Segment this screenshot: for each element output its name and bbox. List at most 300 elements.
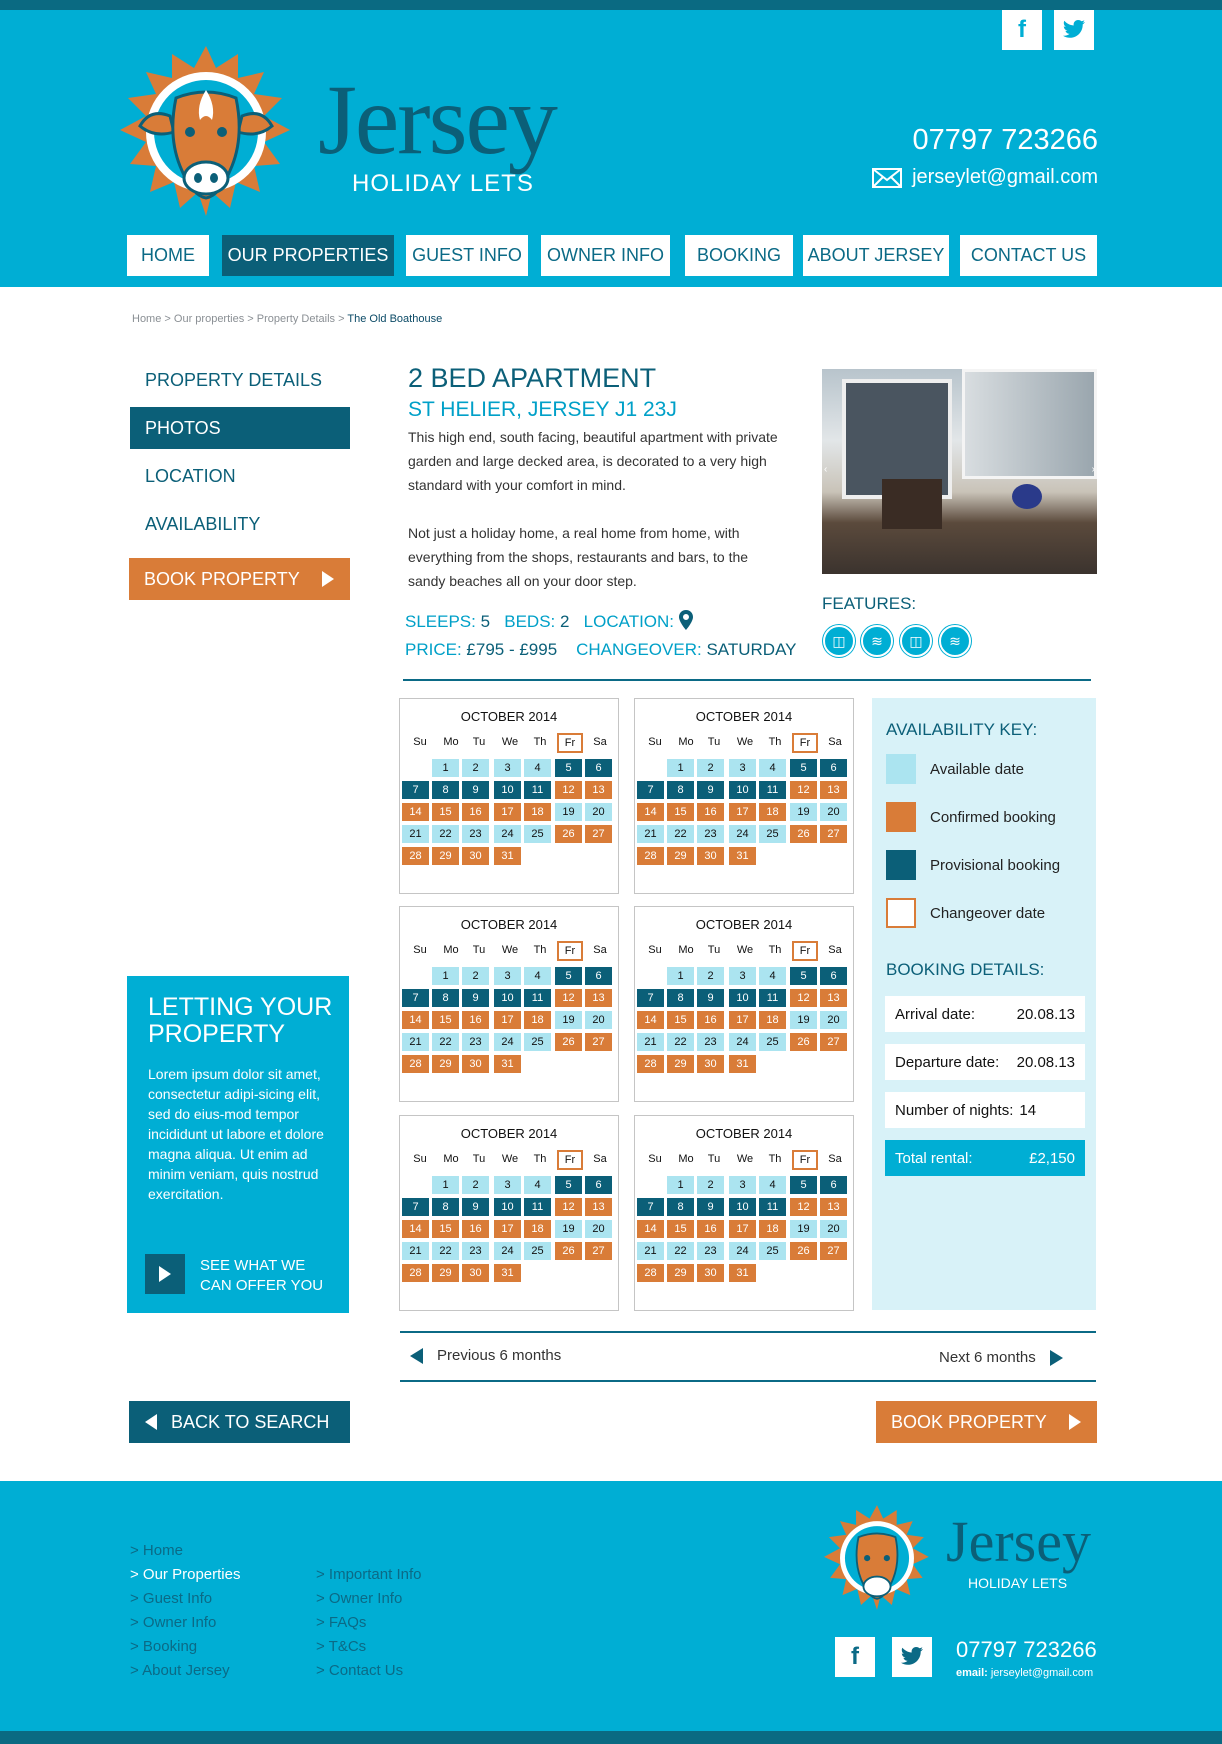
calendar-day[interactable]: 25 [524,1033,551,1051]
calendar-day[interactable]: 20 [820,1011,847,1029]
calendar-day[interactable]: 3 [729,759,756,777]
book-property-button[interactable]: BOOK PROPERTY [876,1401,1097,1443]
footer-cow-logo-icon[interactable] [824,1505,930,1610]
calendar-day[interactable]: 4 [524,759,551,777]
availability-key-title: AVAILABILITY KEY: [886,720,1038,739]
arrow-left-icon [410,1348,423,1364]
calendar-day[interactable]: 27 [820,825,847,843]
calendar-day[interactable]: 17 [729,803,756,821]
calendar-day[interactable]: 29 [432,847,459,865]
calendar-day[interactable]: 30 [697,1055,724,1073]
calendar-day[interactable]: 9 [697,1198,724,1216]
calendar-day[interactable]: 16 [697,803,724,821]
calendar-weekday: Fr [557,733,583,753]
map-pin-icon[interactable] [679,610,693,630]
calendar-day[interactable]: 3 [729,1176,756,1194]
calendar-day[interactable]: 18 [524,1011,551,1029]
calendar-day[interactable]: 13 [585,781,612,799]
calendar-day[interactable]: 27 [585,825,612,843]
calendar-day[interactable]: 28 [637,847,664,865]
arrow-right-icon [322,571,334,587]
header-email[interactable]: jerseylet@gmail.com [872,166,1098,189]
calendar-day[interactable]: 2 [462,967,489,985]
calendar-day[interactable]: 21 [402,825,429,843]
sidebar-item-property-details[interactable]: PROPERTY DETAILS [145,369,323,390]
calendar-day[interactable]: 4 [759,967,786,985]
calendar-day[interactable]: 19 [790,1011,817,1029]
facebook-icon[interactable]: f [1002,10,1042,50]
calendar-day[interactable]: 8 [432,989,459,1007]
calendar-day[interactable]: 25 [759,1242,786,1260]
calendar-day[interactable]: 31 [729,847,756,865]
calendar-day[interactable]: 21 [637,1242,664,1260]
calendar-day[interactable]: 15 [432,1220,459,1238]
twitter-icon[interactable] [1054,10,1094,50]
letting-panel [127,976,349,1313]
breadcrumb-details[interactable]: Property Details [256,313,336,325]
calendar-day[interactable]: 11 [759,781,786,799]
calendar-day[interactable]: 12 [555,781,582,799]
breadcrumb-properties[interactable]: Our properties [173,313,245,325]
calendar-day[interactable]: 8 [432,1198,459,1216]
calendar-day[interactable]: 8 [667,989,694,1007]
calendar-weekday: Su [648,736,662,748]
calendar-day[interactable]: 24 [729,825,756,843]
calendar-day[interactable]: 24 [494,1242,521,1260]
calendar-day[interactable]: 2 [697,759,724,777]
calendar-day[interactable]: 31 [494,847,521,865]
footer-link-tcs[interactable]: > T&Cs [316,1638,367,1655]
letting-cta-label[interactable]: SEE WHAT WE CAN OFFER YOU [200,1257,324,1294]
calendar-day[interactable]: 31 [494,1264,521,1282]
calendar-day[interactable]: 9 [462,989,489,1007]
calendar-day[interactable]: 17 [494,1220,521,1238]
calendar-day[interactable]: 4 [759,1176,786,1194]
nav-our-properties[interactable]: OUR PROPERTIES [222,235,394,276]
calendar-weekday: Th [768,736,782,748]
calendar-day[interactable]: 14 [637,1011,664,1029]
calendar-day[interactable]: 22 [667,1033,694,1051]
calendar-weekday: We [736,1153,754,1165]
footer-link-important-info[interactable]: > Important Info [316,1566,422,1583]
footer-phone: 07797 723266 [956,1637,1097,1662]
calendar-day[interactable]: 1 [432,759,459,777]
calendar-day[interactable]: 16 [697,1011,724,1029]
calendar-weekday: Th [533,944,547,956]
calendar-weekday: Mo [678,944,694,956]
calendar-day[interactable]: 12 [790,781,817,799]
calendar-day[interactable]: 26 [555,1033,582,1051]
calendar-day[interactable]: 20 [585,803,612,821]
calendar-day[interactable]: 11 [524,1198,551,1216]
calendar-day[interactable]: 13 [820,1198,847,1216]
breadcrumb-home[interactable]: Home [132,313,162,325]
calendar-day[interactable]: 20 [585,1011,612,1029]
calendar-day[interactable]: 16 [462,803,489,821]
footer-links-col2 [316,1563,421,1683]
calendar-day[interactable]: 24 [729,1242,756,1260]
calendar-weekday: Fr [792,733,818,753]
calendar-day[interactable]: 17 [494,1011,521,1029]
footer-link-owner-info-2[interactable]: > Owner Info [316,1590,403,1607]
calendar-day[interactable]: 20 [820,1220,847,1238]
calendar-weekday: Su [648,1153,662,1165]
availability-key-panel: AVAILABILITY KEY: Available date Confirmed booking Provisional booking Changeover date BOOKING DETAILS: Arrival date: 20.08.13 Departure date: 20.08.13 Number of nights: 14 Total rental: £2,150 [872,698,1096,1310]
play-icon [159,1266,171,1282]
pager-divider-top [400,1331,1096,1333]
calendar-day[interactable]: 30 [697,847,724,865]
calendar-weekday: Mo [678,1153,694,1165]
calendar-day[interactable]: 1 [667,1176,694,1194]
wifi-icon: ≋ [939,625,971,657]
calendar-weekday: We [501,944,519,956]
calendar-day[interactable]: 5 [555,1176,582,1194]
calendar-day[interactable]: 23 [462,825,489,843]
calendar-day[interactable]: 30 [462,847,489,865]
calendar-day[interactable]: 11 [759,1198,786,1216]
calendar-weekday: Th [533,1153,547,1165]
calendar-weekday: Sa [828,944,842,956]
bottom-strip [0,1731,1222,1744]
calendar-day[interactable]: 6 [585,1176,612,1194]
calendar-day[interactable]: 22 [667,825,694,843]
calendar-day[interactable]: 28 [637,1055,664,1073]
calendar-day[interactable]: 29 [667,1055,694,1073]
calendar-day[interactable]: 25 [524,1242,551,1260]
calendar-day[interactable]: 25 [759,1033,786,1051]
total-rental: Total rental: £2,150 [885,1140,1085,1176]
previous-months-button[interactable]: Previous 6 months [410,1347,561,1364]
calendar-day[interactable]: 16 [697,1220,724,1238]
photo-next-icon[interactable]: › [1091,464,1095,475]
calendar-day[interactable]: 15 [667,1011,694,1029]
calendar-day[interactable]: 18 [524,1220,551,1238]
calendar-day[interactable]: 5 [555,759,582,777]
calendar-day[interactable]: 9 [697,781,724,799]
calendar-day[interactable]: 30 [462,1055,489,1073]
calendar-day[interactable]: 26 [790,1033,817,1051]
calendar-day[interactable]: 10 [729,989,756,1007]
header-phone: 07797 723266 [912,124,1098,156]
calendar-day[interactable]: 23 [697,1242,724,1260]
calendar-weekday: Th [768,1153,782,1165]
calendar-weekday: Sa [593,944,607,956]
calendar-day[interactable]: 9 [462,781,489,799]
calendar-day[interactable]: 18 [759,1011,786,1029]
footer-link-owner-info[interactable]: > Owner Info [130,1614,217,1631]
calendar-day[interactable]: 12 [790,989,817,1007]
calendar-day[interactable]: 22 [667,1242,694,1260]
calendar-day[interactable]: 30 [462,1264,489,1282]
calendar-day[interactable]: 2 [697,1176,724,1194]
sidebar-book-button[interactable]: BOOK PROPERTY [129,558,350,600]
calendar-day[interactable]: 29 [667,847,694,865]
breadcrumb-current: The Old Boathouse [347,313,443,325]
calendar-day[interactable]: 1 [667,967,694,985]
nav-booking[interactable]: BOOKING [685,235,793,276]
calendar-day[interactable]: 26 [790,1242,817,1260]
calendar-day[interactable]: 15 [667,1220,694,1238]
calendar-day[interactable]: 31 [729,1055,756,1073]
calendar-day[interactable]: 8 [432,781,459,799]
calendar-day[interactable]: 31 [729,1264,756,1282]
calendar-day[interactable]: 8 [667,1198,694,1216]
calendar-day[interactable]: 21 [402,1033,429,1051]
calendar-day[interactable]: 30 [697,1264,724,1282]
footer-link-contact-us[interactable]: > Contact Us [316,1662,404,1679]
calendar-day[interactable]: 6 [820,967,847,985]
nav-home[interactable]: HOME [127,235,209,276]
calendar-weekday: Mo [678,736,694,748]
calendar-day[interactable]: 19 [555,1011,582,1029]
calendar-day[interactable]: 17 [494,803,521,821]
arrow-right-icon [1069,1414,1081,1430]
calendar-day[interactable]: 14 [402,1220,429,1238]
property-stats-row2: PRICE: £795 - £995 CHANGEOVER: SATURDAY [405,640,797,659]
calendar-day[interactable]: 27 [585,1033,612,1051]
calendar-day[interactable]: 7 [637,781,664,799]
calendar-day[interactable]: 16 [462,1220,489,1238]
calendar-day[interactable]: 25 [524,825,551,843]
calendar-day[interactable]: 5 [555,967,582,985]
sidebar-item-location[interactable]: LOCATION [145,465,236,486]
calendar-day[interactable]: 2 [697,967,724,985]
sidebar-item-photos[interactable]: PHOTOS [130,407,350,449]
calendar-day[interactable]: 18 [759,803,786,821]
calendar-day[interactable]: 18 [524,803,551,821]
calendar-day[interactable]: 9 [697,989,724,1007]
calendar-day[interactable]: 28 [402,1264,429,1282]
calendar-day[interactable]: 24 [729,1033,756,1051]
calendar-weekday: Mo [443,944,459,956]
letting-cta-button[interactable] [145,1254,185,1294]
calendar-day[interactable]: 26 [555,1242,582,1260]
arrow-right-icon [1050,1350,1063,1366]
calendar-weekday: We [736,944,754,956]
calendar-day[interactable]: 14 [402,803,429,821]
calendar-day[interactable]: 21 [402,1242,429,1260]
calendar-day[interactable]: 4 [759,759,786,777]
calendar-day[interactable]: 15 [432,803,459,821]
car-icon: ◫ [900,625,932,657]
calendar-day[interactable]: 14 [637,1220,664,1238]
calendar-month-title: OCTOBER 2014 [695,709,793,724]
calendar-day[interactable]: 23 [697,825,724,843]
calendar-day[interactable]: 29 [432,1264,459,1282]
calendar-day[interactable]: 22 [432,1242,459,1260]
calendar-day[interactable]: 1 [432,967,459,985]
calendar-weekday: Tu [707,1153,721,1165]
swatch-changeover [886,898,916,928]
calendar-day[interactable]: 10 [494,989,521,1007]
calendar-weekday: Su [413,736,427,748]
calendar-day[interactable]: 16 [462,1011,489,1029]
swatch-provisional [886,850,916,880]
calendar-day[interactable]: 6 [820,1176,847,1194]
calendar-day[interactable]: 17 [729,1011,756,1029]
car-icon: ◫ [823,625,855,657]
footer-link-booking[interactable]: > Booking [130,1638,198,1655]
calendar-day[interactable]: 19 [555,1220,582,1238]
calendar-day[interactable]: 24 [494,1033,521,1051]
calendar-day[interactable]: 10 [729,781,756,799]
calendar-weekday: We [501,1153,519,1165]
calendar-day[interactable]: 3 [494,759,521,777]
calendar-day[interactable]: 13 [585,989,612,1007]
calendar-weekday: Sa [593,736,607,748]
property-photo[interactable] [822,369,1097,574]
footer-link-about-jersey[interactable]: > About Jersey [130,1662,230,1679]
calendar-day[interactable]: 6 [585,967,612,985]
calendar-day[interactable]: 11 [524,989,551,1007]
calendar-day[interactable]: 19 [790,1220,817,1238]
calendar-day[interactable]: 27 [820,1033,847,1051]
calendar-day[interactable]: 3 [494,1176,521,1194]
calendar-day[interactable]: 28 [402,847,429,865]
calendar-day[interactable]: 26 [555,825,582,843]
envelope-icon [872,168,902,188]
calendar-day[interactable]: 6 [585,759,612,777]
calendar-day[interactable]: 3 [494,967,521,985]
calendar-weekday: Sa [593,1153,607,1165]
calendar-day[interactable]: 19 [790,803,817,821]
calendar-day[interactable]: 18 [759,1220,786,1238]
calendar-day[interactable]: 3 [729,967,756,985]
calendar-day[interactable]: 11 [759,989,786,1007]
calendar-day[interactable]: 23 [462,1242,489,1260]
calendar-day[interactable]: 25 [759,825,786,843]
nav-owner-info[interactable]: OWNER INFO [541,235,670,276]
calendar-day[interactable]: 7 [402,781,429,799]
calendar-day[interactable]: 19 [555,803,582,821]
nav-about-jersey[interactable]: ABOUT JERSEY [803,235,949,276]
divider [403,679,1091,681]
calendar-day[interactable]: 15 [432,1011,459,1029]
footer-twitter-icon[interactable] [892,1637,932,1677]
booking-details-title: BOOKING DETAILS: [886,960,1045,979]
calendar-day[interactable]: 9 [462,1198,489,1216]
calendar-weekday: Su [413,944,427,956]
calendar-day[interactable]: 5 [790,759,817,777]
calendar-day[interactable]: 17 [729,1220,756,1238]
footer-link-guest-info[interactable]: > Guest Info [130,1590,213,1607]
calendar-day[interactable]: 14 [402,1011,429,1029]
calendar-day[interactable]: 6 [820,759,847,777]
calendar-weekday: Tu [472,944,486,956]
footer-link-home[interactable]: > Home [130,1542,183,1559]
calendar-weekday: Th [768,944,782,956]
calendar-day[interactable]: 29 [667,1264,694,1282]
calendar-day[interactable]: 31 [494,1055,521,1073]
calendar-weekday: Tu [707,944,721,956]
nav-contact-us[interactable]: CONTACT US [960,235,1097,276]
calendar-day[interactable]: 29 [432,1055,459,1073]
calendar-day[interactable]: 4 [524,1176,551,1194]
footer-links-col1 [130,1539,240,1683]
arrow-left-icon [145,1414,157,1430]
letting-body: Lorem ipsum dolor sit amet, consectetur adipi-sicing elit, sed do eius-mod tempor incididunt ut labore et dolore magna aliqua. Ut enim ad minim veniam, quis nostrud exercitation. [148,1066,324,1202]
calendar-day[interactable]: 5 [790,967,817,985]
calendar-day[interactable]: 13 [820,781,847,799]
letting-title: LETTING YOUR PROPERTY [148,993,333,1048]
brand-name: Jersey [318,64,556,175]
calendar-day[interactable]: 20 [820,803,847,821]
calendar-weekday: Tu [707,736,721,748]
sidebar-item-availability[interactable]: AVAILABILITY [145,513,261,534]
calendar-day[interactable]: 15 [667,803,694,821]
calendar-day[interactable]: 12 [790,1198,817,1216]
footer-link-faqs[interactable]: > FAQs [316,1614,367,1631]
calendar-day[interactable]: 2 [462,759,489,777]
footer-facebook-icon[interactable]: f [835,1637,875,1677]
cow-logo-icon[interactable] [120,46,292,216]
calendar-day[interactable]: 7 [637,1198,664,1216]
calendar-day[interactable]: 7 [637,989,664,1007]
calendar-day[interactable]: 1 [432,1176,459,1194]
arrival-date: Arrival date: 20.08.13 [885,996,1085,1032]
calendar-day[interactable]: 21 [637,825,664,843]
calendar-weekday: We [736,736,754,748]
calendar-day[interactable]: 23 [697,1033,724,1051]
calendar-month-title: OCTOBER 2014 [460,709,558,724]
calendar-day[interactable]: 28 [402,1055,429,1073]
calendar-day[interactable]: 12 [555,989,582,1007]
calendar-day[interactable]: 13 [585,1198,612,1216]
calendar-day[interactable]: 8 [667,781,694,799]
calendar-day[interactable]: 12 [555,1198,582,1216]
calendar-weekday: Fr [557,941,583,961]
calendar-day[interactable]: 20 [585,1220,612,1238]
calendar-day[interactable]: 7 [402,989,429,1007]
footer-email[interactable]: email: jerseylet@gmail.com [956,1667,1094,1679]
footer-link-our-properties[interactable]: > Our Properties [130,1566,241,1583]
calendar-day[interactable]: 23 [462,1033,489,1051]
calendar-day[interactable]: 11 [524,781,551,799]
site-footer [0,1481,1222,1731]
next-months-button[interactable]: Next 6 months [939,1349,1063,1366]
calendar-weekday: Fr [792,1150,818,1170]
calendar-day[interactable]: 2 [462,1176,489,1194]
calendar-day[interactable]: 10 [494,1198,521,1216]
footer-brand-subtitle: HOLIDAY LETS [968,1575,1068,1591]
calendar-day[interactable]: 7 [402,1198,429,1216]
calendar-weekday: Sa [828,736,842,748]
nav-guest-info[interactable]: GUEST INFO [406,235,528,276]
calendar-day[interactable]: 4 [524,967,551,985]
back-to-search-button[interactable]: BACK TO SEARCH [129,1401,350,1443]
calendar-day[interactable]: 22 [432,1033,459,1051]
calendar-day[interactable]: 24 [494,825,521,843]
calendar-day[interactable]: 10 [494,781,521,799]
availability-calendar [634,1115,854,1311]
calendar-day[interactable]: 10 [729,1198,756,1216]
photo-prev-icon[interactable]: ‹ [824,464,828,475]
pager-divider-bottom [400,1380,1096,1382]
calendar-day[interactable]: 28 [637,1264,664,1282]
calendar-day[interactable]: 14 [637,803,664,821]
calendar-day[interactable]: 1 [667,759,694,777]
calendar-day[interactable]: 27 [585,1242,612,1260]
calendar-day[interactable]: 27 [820,1242,847,1260]
calendar-day[interactable]: 26 [790,825,817,843]
swatch-available [886,754,916,784]
calendar-day[interactable]: 5 [790,1176,817,1194]
calendar-day[interactable]: 22 [432,825,459,843]
calendar-day[interactable]: 21 [637,1033,664,1051]
availability-calendar [399,1115,619,1311]
calendar-day[interactable]: 13 [820,989,847,1007]
property-description: This high end, south facing, beautiful apartment with private garden and large decked area, is decorated to a very high standard with your comfort in mind. Not just a holiday home, a real home from home, with everything from the shops, restaurants and bars, to the sandy beaches all on your door step. [408,429,778,589]
